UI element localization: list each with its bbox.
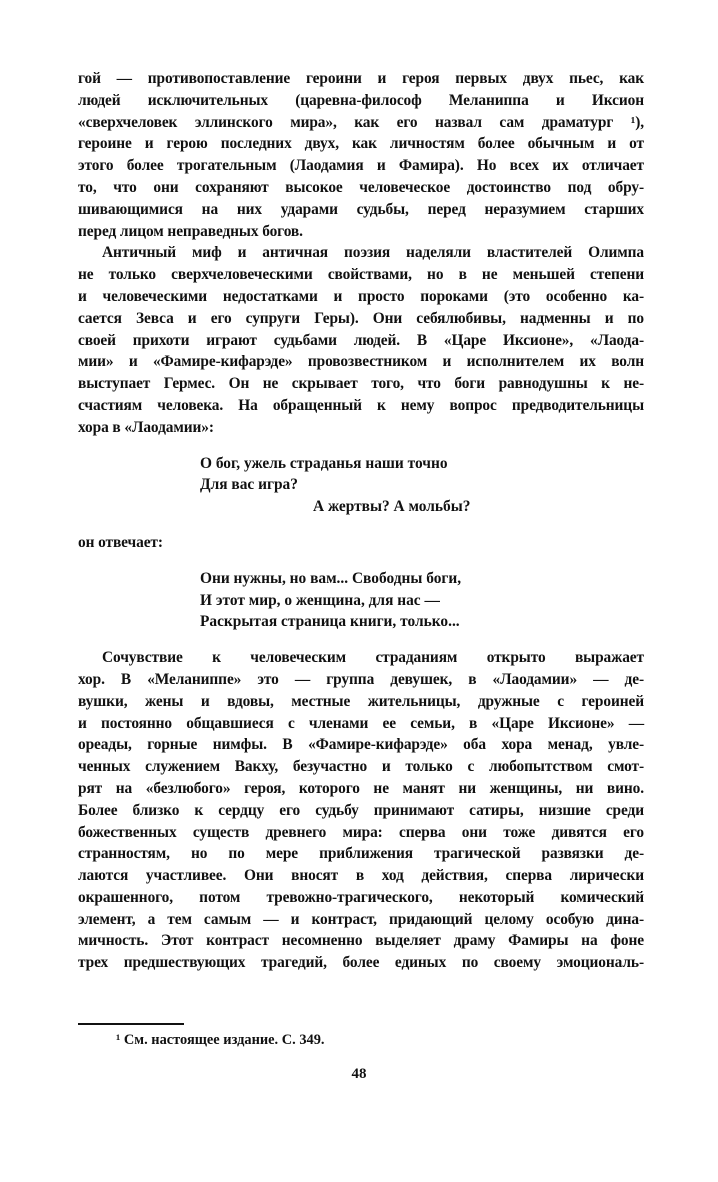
page-body [78, 68, 644, 974]
verse-line: О бог, ужель страданья наши точно [200, 454, 448, 472]
reply-line: он отвечает: [78, 533, 163, 551]
text-line: мии» и «Фамире-кифарэде» провозвестником и исполнителем их волн [78, 353, 644, 371]
text-line: странностям, но по мере приближения трагической развязки де- [78, 845, 644, 863]
text-line: ореады, горные нимфы. В «Фамире-кифарэде» оба хора менад, увле- [78, 736, 644, 754]
text-line: этого более трогательным (Лаодамия и Фамира). Но всех их отличает [78, 157, 644, 175]
text-line: не только сверхчеловеческими свойствами, но в не меньшей степени [78, 266, 644, 284]
text-line: лаются участливее. Они вносят в ход действия, сперва лирически [78, 867, 644, 885]
paragraph-3 [78, 647, 644, 974]
text-line: своей прихоти играют судьбами людей. В «Царе Иксионе», «Лаода- [78, 331, 644, 349]
text-line: людей исключительных (царевна-философ Меланиппа и Иксион [78, 91, 644, 109]
text-line: ченных служением Вакху, безучастно и только с любопытством смот- [78, 758, 644, 776]
text-line: и постоянно общавшиеся с членами ее семьи, в «Царе Иксионе» — [78, 714, 644, 732]
text-line: вушки, жены и вдовы, местные жительницы, дружные с героиней [78, 692, 644, 710]
text-line: божественных существ древнего мира: сперва они тоже дивятся его [78, 823, 644, 841]
verse-quote-2 [78, 568, 644, 633]
text-line: сается Зевса и его супруги Геры). Они себялюбивы, надменны и по [78, 309, 644, 327]
paragraph-1 [78, 68, 644, 242]
text-line: элемент, а тем самым — и контраст, придающий целому особую дина- [78, 910, 644, 928]
text-line: Более близко к сердцу его судьбу принимают сатиры, низшие среди [78, 801, 644, 819]
text-line: счастиям человека. На обращенный к нему вопрос предводительницы [78, 396, 644, 414]
text-line: хор. В «Меланиппе» это — группа девушек, в «Лаодамии» — де- [78, 670, 644, 688]
text-line: хора в «Лаодамии»: [78, 418, 214, 436]
footnote-divider [78, 1023, 184, 1025]
text-line: гой — противопоставление героини и героя первых двух пьес, как [78, 70, 644, 87]
text-line: перед лицом неправедных богов. [78, 222, 303, 240]
text-line: выступает Гермес. Он не скрывает того, что боги равнодушны к не- [78, 375, 644, 393]
verse-line: Для вас игра? [200, 476, 298, 494]
page-number: 48 [351, 1066, 367, 1082]
footnote: ¹ См. настоящее издание. С. 349. [116, 1032, 325, 1048]
verse-line: Они нужны, но вам... Свободны боги, [200, 569, 462, 587]
text-line: шивающимися на них ударами судьбы, перед неразумием старших [78, 200, 644, 218]
verse-quote-1 [78, 453, 644, 518]
paragraph-2 [78, 242, 644, 438]
verse-line: А жертвы? А мольбы? [313, 498, 471, 516]
text-line: рят на «безлюбого» героя, которого не манят ни женщины, ни вино. [78, 779, 644, 797]
text-line: мичность. Этот контраст несомненно выделяет драму Фамиры на фоне [78, 932, 644, 950]
verse-line: Раскрытая страница книги, только... [200, 613, 460, 631]
text-line: Античный миф и античная поэзия наделяли властителей Олимпа [102, 244, 644, 262]
text-line: Сочувствие к человеческим страданиям открыто выражает [102, 649, 644, 667]
text-line: и человеческими недостатками и просто пороками (это особенно ка- [78, 287, 644, 305]
text-line: то, что они сохраняют высокое человеческое достоинство под обру- [78, 178, 644, 196]
verse-line: И этот мир, о женщина, для нас — [200, 591, 440, 609]
text-line: окрашенного, потом тревожно-трагического, некоторый комический [78, 888, 644, 906]
text-line: трех предшествующих трагедий, более единых по своему эмоциональ- [78, 954, 644, 972]
text-line: «сверхчеловек эллинского мира», как его назвал сам драматург ¹), [78, 113, 644, 131]
text-line: героине и герою последних двух, как личностям более обычным и от [78, 135, 644, 153]
